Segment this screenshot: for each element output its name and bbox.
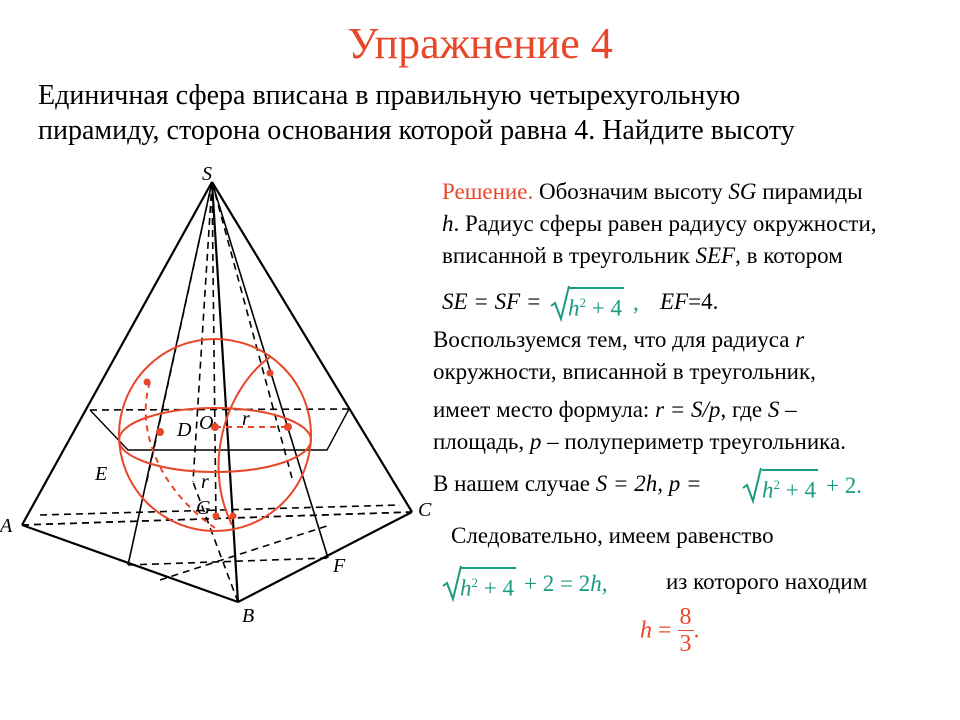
sphere-meridian [219,357,270,525]
base-segment-3 [160,525,330,580]
solution-line-3: вписанной в треугольник SEF, в котором [442,243,843,268]
sqrt-symbol-2 [742,466,762,504]
eq-se-radicand: $h^2 + 4$ [568,287,624,323]
answer: h = $\frac{8}{3}$ . [640,604,700,657]
point-tangent-3 [144,379,151,386]
point-tangent-1 [284,423,292,431]
solution-para2-line4: площадь, p – полупериметр треугольника. [433,429,846,454]
solution-para2-line2: окружности, вписанной в треугольник, [433,359,816,384]
edge-AB [22,525,238,602]
hidden-apothem-2 [212,182,292,478]
point-tangent-5 [230,513,237,520]
p-tail: + 2. [826,473,862,498]
pyramid-solid-edges [22,182,412,602]
point-G [213,513,220,520]
eq2-after: из которого находим [666,569,868,594]
eq-se-comma: , [633,290,639,315]
slide-title: Упражнение 4 [347,19,613,68]
label-C: C [418,499,432,521]
problem-line-1: Единичная сфера вписана в правильную четырехугольную [38,80,741,111]
p-radicand: $h^2 + 4$ [762,469,818,505]
solution-para2-line1: Воспользуемся тем, что для радиуса r [433,327,805,352]
edge-SB [212,182,238,602]
label-G: G [196,497,211,519]
label-E: E [95,463,108,485]
sqrt-symbol-1 [550,284,570,322]
eq-ef: EF=4. [660,289,719,314]
label-r-top: r [242,408,250,430]
solution-line-2: h. Радиус сферы равен радиусу окружности, [442,211,877,236]
eq-se-sf: SE = SF = [442,289,542,314]
answer-fraction: $\frac{8}{3}$ [679,604,692,657]
solution-line-1: Решение. Обозначим высоту SG пирамиды [442,179,863,204]
solution-para2-line3: имеет место формула: r = S/p, где S – [433,397,797,422]
label-F: F [333,555,346,577]
base-midline-EF [128,558,328,565]
eq2-tail: + 2 = 2h, [524,571,608,596]
label-O: O [199,412,214,434]
solution-para4: Следовательно, имеем равенство [451,523,774,548]
problem-statement [38,78,938,148]
edge-BC [238,512,412,602]
edge-SA [22,182,212,525]
label-S: S [202,163,212,185]
pyramid-figure [0,160,440,630]
solution-para3: В нашем случае S = 2h, p = [433,471,702,496]
edge-SC [212,182,412,512]
problem-line-2: пирамиду, сторона основания которой равна 4. Найдите высоту [38,115,795,146]
label-B: B [242,605,255,627]
point-tangent-4 [267,370,274,377]
label-D: D [177,419,192,441]
sqrt-symbol-3 [442,564,462,602]
point-tangent-2 [156,428,164,436]
section-line-back [90,409,349,410]
label-r-side: r [201,471,209,493]
solution-label: Решение. [442,179,534,204]
eq2-radicand: $h^2 + 4$ [460,567,516,603]
label-A: A [0,515,13,537]
